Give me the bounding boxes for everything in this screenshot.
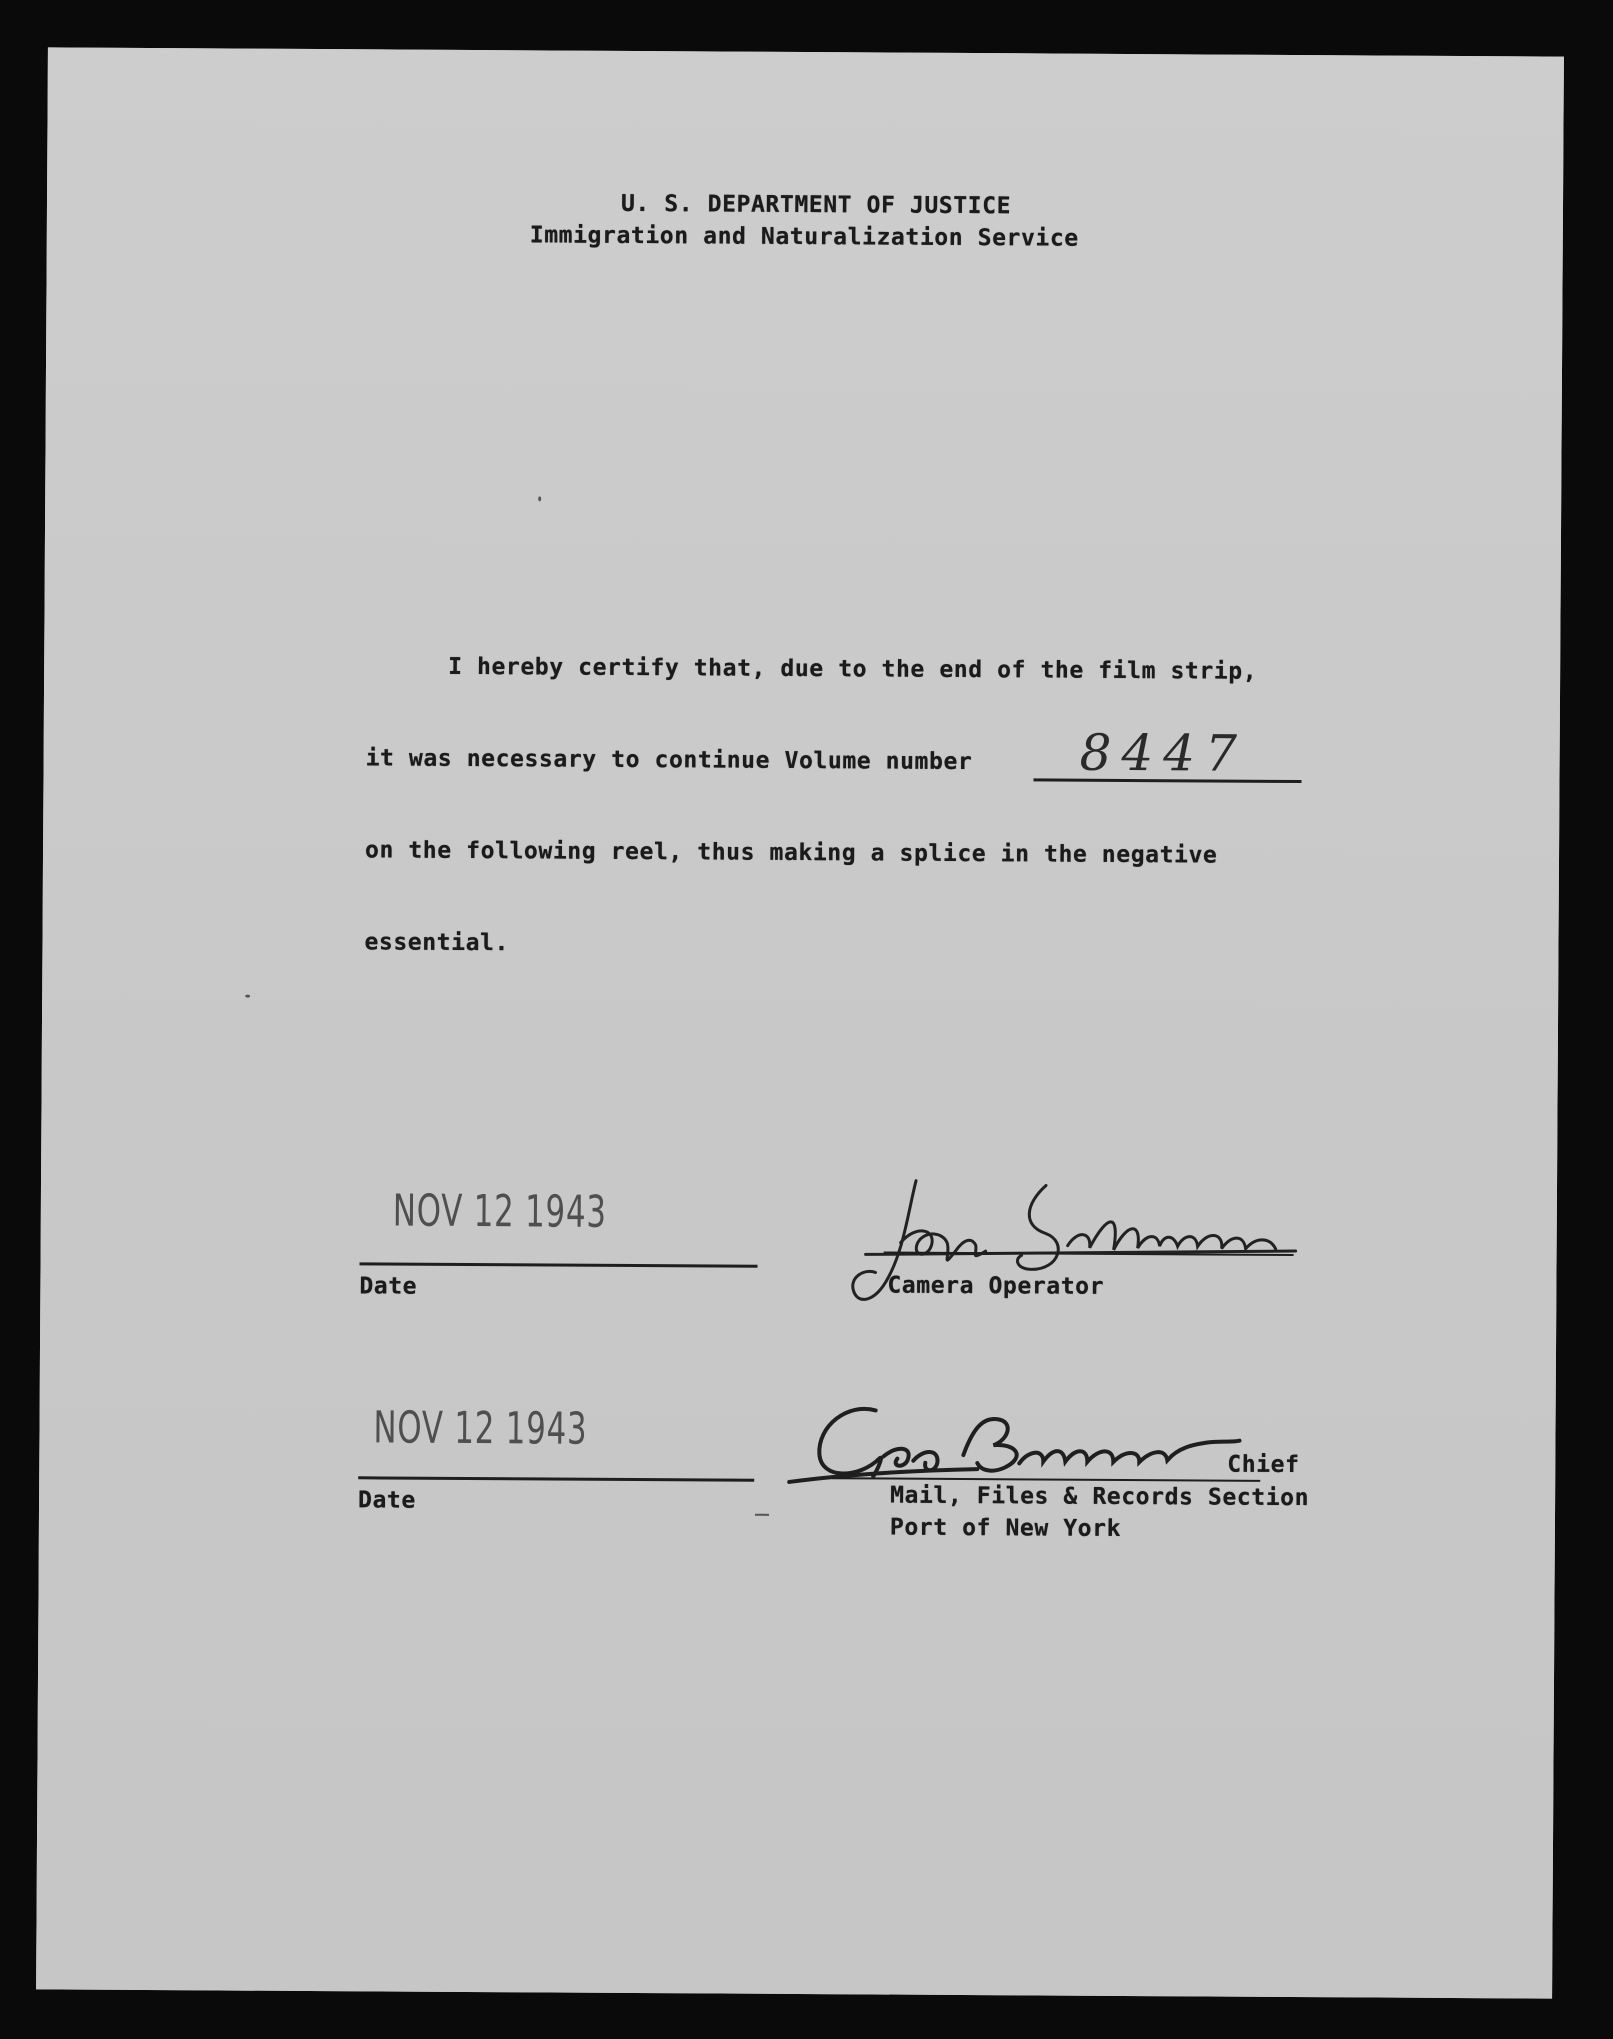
scan-speck (245, 995, 250, 998)
date-line-2 (358, 1476, 754, 1481)
stray-mark (755, 1514, 769, 1516)
certification-line-3: on the following reel, thus making a splice in the negative (364, 837, 1218, 869)
date-stamp-2: NOV 12 1943 (373, 1402, 588, 1455)
certification-line-1: I hereby certify that, due to the end of the film strip, (448, 653, 1258, 685)
chief-title: Chief (1227, 1451, 1300, 1479)
agency-title: U. S. DEPARTMENT OF JUSTICE (620, 190, 1012, 220)
date-stamp-1: NOV 12 1943 (392, 1185, 607, 1238)
date-label-1: Date (359, 1273, 418, 1300)
date-label-2: Date (357, 1487, 416, 1514)
volume-number-handwritten: 8447 (1079, 723, 1248, 783)
chief-section-label: Mail, Files & Records Section (890, 1482, 1310, 1512)
document-page (36, 47, 1564, 1998)
certification-line-2: it was necessary to continue Volume number (365, 745, 973, 776)
camera-operator-label: Camera Operator (887, 1272, 1105, 1300)
certification-line-4: essential. (364, 929, 510, 957)
date-line-1 (360, 1262, 758, 1267)
scan-speck (538, 496, 541, 501)
chief-port-label: Port of New York (889, 1514, 1122, 1542)
agency-subtitle: Immigration and Naturalization Service (529, 222, 1079, 252)
